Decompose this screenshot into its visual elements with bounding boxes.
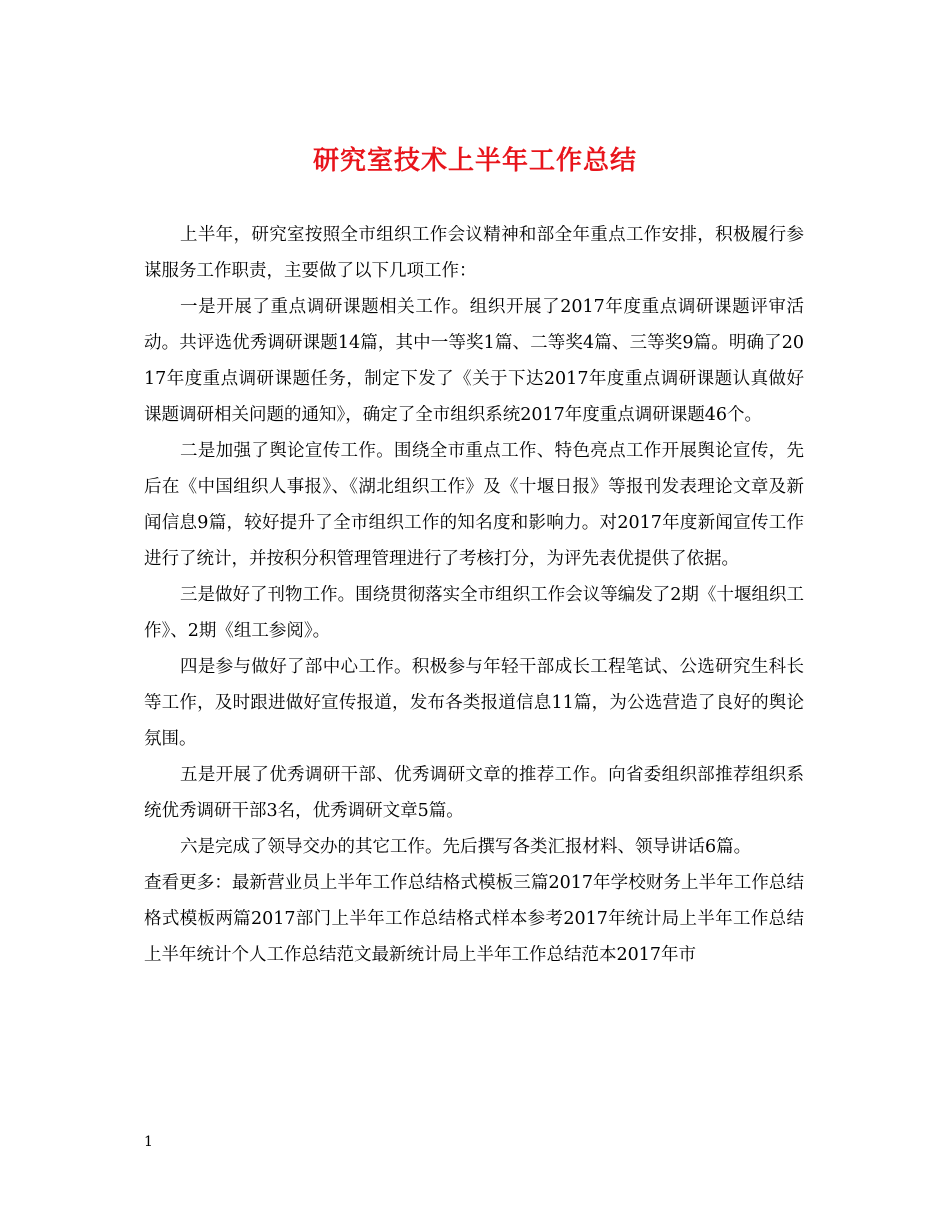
paragraph-research-topics: 一是开展了重点调研课题相关工作。组织开展了2017年度重点调研课题评审活动。共评选优秀调研课题14篇，其中一等奖1篇、二等奖4篇、三等奖9篇。明确了2017年度重点调研课题任务，制定下发了《关于下达2017年度重点调研课题认真做好课题调研相关问题的通知》，确定了全市组织系统2017年度重点调研课题46个。 bbox=[144, 297, 804, 425]
document-body bbox=[144, 217, 804, 973]
paragraph-intro: 上半年，研究室按照全市组织工作会议精神和部全年重点工作安排，积极履行参谋服务工作职责，主要做了以下几项工作： bbox=[144, 225, 804, 281]
paragraph-recommendations: 五是开展了优秀调研干部、优秀调研文章的推荐工作。向省委组织部推荐组织系统优秀调研干部3名，优秀调研文章5篇。 bbox=[144, 765, 804, 821]
paragraph-publicity: 二是加强了舆论宣传工作。围绕全市重点工作、特色亮点工作开展舆论宣传，先后在《中国组织人事报》、《湖北组织工作》及《十堰日报》等报刊发表理论文章及新闻信息9篇，较好提升了全市组织工作的知名度和影响力。对2017年度新闻宣传工作进行了统计，并按积分积管理管理进行了考核打分，为评先表优提供了依据。 bbox=[144, 441, 804, 569]
paragraph-publications: 三是做好了刊物工作。围绕贯彻落实全市组织工作会议等编发了2期《十堰组织工作》、2期《组工参阅》。 bbox=[144, 585, 804, 641]
paragraph-central-work: 四是参与做好了部中心工作。积极参与年轻干部成长工程笔试、公选研究生科长等工作，及时跟进做好宣传报道，发布各类报道信息11篇，为公选营造了良好的舆论氛围。 bbox=[144, 657, 804, 749]
document-title: 研究室技术上半年工作总结 bbox=[312, 146, 637, 176]
see-more-links[interactable]: 查看更多：最新营业员上半年工作总结格式模板三篇2017年学校财务上半年工作总结格式模板两篇2017部门上半年工作总结格式样本参考2017年统计局上半年工作总结上半年统计个人工作总结范文最新统计局上半年工作总结范本2017年市 bbox=[144, 873, 804, 965]
page-number: 1 bbox=[144, 1134, 153, 1150]
paragraph-other-tasks: 六是完成了领导交办的其它工作。先后撰写各类汇报材料、领导讲话6篇。 bbox=[180, 837, 752, 857]
